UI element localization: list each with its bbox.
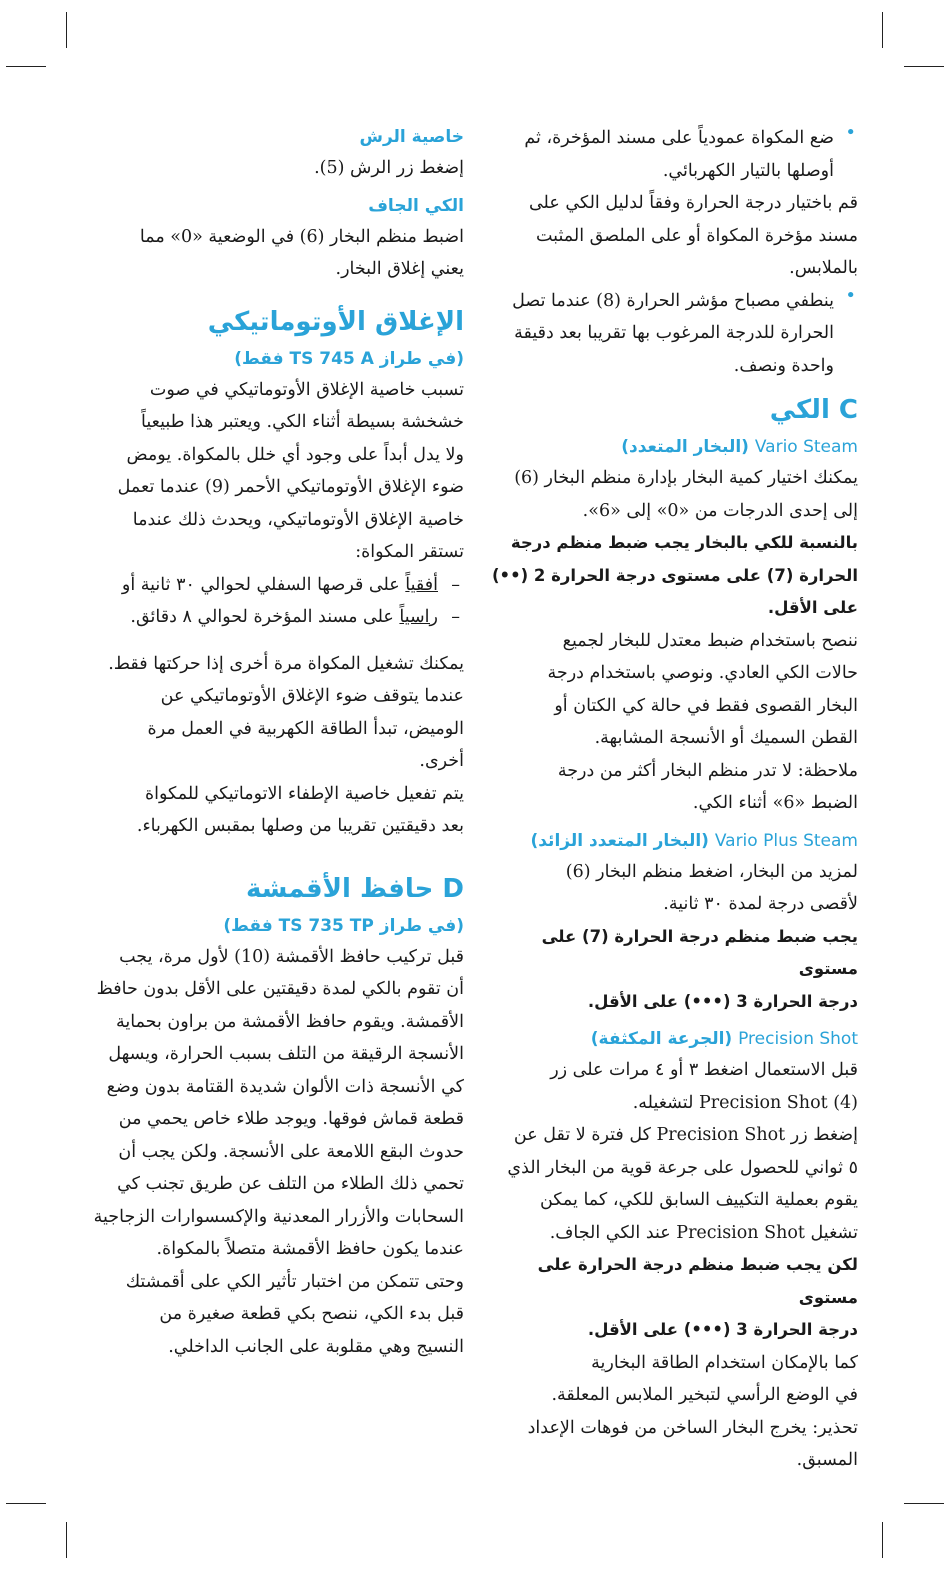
text-line: إلى إحدى الدرجات من «0» إلى «6».	[582, 500, 858, 521]
vario-plus-steam-heading: Vario Plus Steam (البخار المتعدد الزائد)	[530, 830, 858, 851]
crop-mark	[904, 66, 944, 67]
bold-line: الحرارة (7) على مستوى درجة الحرارة 2 (••)	[491, 565, 858, 585]
text-line: واحدة ونصف.	[733, 355, 834, 376]
text-line: تستقر المكواة:	[355, 542, 464, 562]
text-line: الوميض، تبدأ الطاقة الكهربية في العمل مرة	[147, 718, 464, 739]
spray-heading: خاصية الرش	[359, 127, 464, 147]
crop-mark	[6, 1503, 46, 1504]
vario-steam-heading: Vario Steam (البخار المتعدد)	[621, 437, 858, 457]
text-line: ولا يدل أبداً على وجود أي خلل بالمكواة. يومض	[126, 444, 464, 465]
text-line: يمكنك تشغيل المكواة مرة أخرى إذا حركتها فقط.	[108, 653, 464, 674]
text-line: Precision Shot (4) لتشغيله.	[632, 1092, 858, 1113]
text-line: الأقمشة. ويقوم حافظ الأقمشة من براون بحماية	[115, 1011, 464, 1032]
text-line: اضبط منظم البخار (6) في الوضعية «0» مما	[139, 226, 464, 247]
text-line: القطن السميك أو الأنسجة المشابهة.	[594, 728, 858, 748]
text-line: إضغط زر Precision Shot كل فترة لا تقل عن	[513, 1125, 858, 1145]
text-line: تحذير: يخرج البخار الساخن من فوهات الإعداد	[527, 1417, 858, 1438]
text-line: ينطفي مصباح مؤشر الحرارة (8) عندما تصل	[512, 290, 834, 311]
crop-mark	[882, 12, 883, 48]
bullet-item	[486, 122, 858, 187]
text-line: تسبب خاصية الإغلاق الأوتوماتيكي في صوت	[149, 379, 464, 400]
text-line: السحابات والأزرار المعدنية والإكسسوارات الزجاجية	[93, 1206, 464, 1227]
bold-line: درجة الحرارة 3 (•••) على الأقل.	[587, 1320, 858, 1339]
text-line: كي الأنسجة ذات الألوان شديدة القتامة بدون وضع	[106, 1076, 464, 1097]
crop-mark	[66, 12, 67, 48]
text-line: يعني إغلاق البخار.	[335, 259, 464, 279]
text-line: ضوء الإغلاق الأوتوماتيكي الأحمر (9) عندما تعمل	[117, 477, 464, 497]
text-line: إضغط زر الرش (5).	[314, 158, 464, 178]
text-line: كما بالإمكان استخدام الطاقة البخارية	[591, 1352, 858, 1373]
text-line: قبل الاستعمال اضغط ٣ أو ٤ مرات على زر	[550, 1060, 858, 1080]
text-line: يمكنك اختيار كمية البخار بإدارة منظم البخار (6)	[514, 468, 858, 488]
bold-line: بالنسبة للكي بالبخار يجب ضبط منظم درجة	[510, 533, 858, 552]
bold-line: يجب ضبط منظم درجة الحرارة (7) على مستوى	[541, 926, 858, 978]
text-line: خاصية الإغلاق الأوتوماتيكي، ويحدث ذلك عندما	[132, 509, 464, 530]
text-line: حدوث البقع اللامعة على الأنسجة. ولكن يجب أن	[118, 1141, 464, 1162]
text-line: يقوم بعملية التكييف السابق للكي، كما يمكن	[539, 1190, 858, 1210]
bullet-icon: •	[845, 284, 856, 306]
dry-ironing-heading: الكي الجاف	[368, 195, 464, 216]
text-line: مسند مؤخرة المكواة أو على الملصق المثبت	[536, 225, 858, 246]
text-line: النسيج وهي مقلوبة على الجانب الداخلي.	[168, 1336, 464, 1357]
text-line: المسبق.	[796, 1450, 858, 1470]
text-line: قم باختيار درجة الحرارة وفقاً لدليل الكي على	[528, 193, 858, 213]
text-line: تحمي ذلك الطلاء من التلف عن طريق تجنب كي	[117, 1174, 464, 1194]
crop-mark	[904, 1503, 944, 1504]
text-line: أن تقوم بالكي لمدة دقيقتين على الأقل بدون حافظ	[96, 979, 464, 999]
text-line: بالملابس.	[789, 258, 858, 278]
right-column	[486, 122, 858, 1477]
bold-line: على الأقل.	[767, 598, 858, 617]
text-line: أخرى.	[419, 751, 464, 771]
text-line: ضع المكواة عمودياً على مسند المؤخرة، ثم	[524, 128, 834, 148]
auto-shutoff-title: الإغلاق الأوتوماتيكي	[207, 306, 464, 337]
crop-mark	[882, 1522, 883, 1558]
text-line: الضبط «6» أثناء الكي.	[692, 793, 858, 813]
crop-mark	[66, 1522, 67, 1558]
section-title-d: D حافظ الأقمشة	[245, 873, 464, 904]
text-line: لمزيد من البخار، اضغط منظم البخار (6)	[565, 861, 858, 882]
text-line: ننصح باستخدام ضبط معتدل للبخار لجميع	[562, 630, 858, 651]
section-title-c: C الكي	[769, 395, 858, 425]
bold-line: درجة الحرارة 3 (•••) على الأقل.	[587, 991, 858, 1011]
text-line: أوصلها بالتيار الكهربائي.	[662, 160, 834, 181]
text-line: وحتى تتمكن من اختبار تأثير الكي على أقمشتك	[125, 1271, 464, 1292]
dash-item: – أفقياً على قرصها السفلي لحوالي ٣٠ ثانية أو	[121, 574, 460, 595]
text-line: البخار القصوى فقط في حالة كي الكتان أو	[554, 695, 858, 716]
text-line: في الوضع الرأسي لتبخير الملابس المعلقة.	[551, 1385, 858, 1405]
bold-line: لكن يجب ضبط منظم درجة الحرارة على مستوى	[537, 1255, 858, 1307]
text-line: ملاحظة: لا تدر منظم البخار أكثر من درجة	[557, 760, 858, 781]
bullet-icon: •	[845, 122, 856, 143]
bullet-item	[486, 285, 858, 383]
text-line: الحرارة للدرجة المرغوب بها تقريبا بعد دقيقة	[514, 323, 834, 343]
text-line: حالات الكي العادي. ونوصي باستخدام درجة	[547, 663, 858, 683]
model-note: (في طراز TS 745 A فقط)	[234, 348, 464, 369]
left-column	[92, 122, 464, 1363]
text-line: تشغيل Precision Shot عند الكي الجاف.	[549, 1222, 858, 1243]
text-line: قبل بدء الكي، ننصح بكي قطعة صغيرة من	[159, 1304, 464, 1324]
text-line: قطعة قماش فوقها. ويوجد طلاء خاص يحمي من	[118, 1109, 464, 1129]
text-line: خشخشة بسيطة أثناء الكي. ويعتبر هذا طبيعياً	[141, 412, 464, 432]
crop-mark	[6, 66, 46, 67]
text-line: عندما يكون حافظ الأقمشة متصلاً بالمكواة.	[156, 1239, 464, 1259]
precision-shot-heading: Precision Shot (الجرعة المكثفة)	[590, 1029, 858, 1049]
text-line: يتم تفعيل خاصية الإطفاء الاتوماتيكي للمكواة	[144, 783, 464, 804]
model-note: (في طراز TS 735 TP فقط)	[223, 915, 464, 936]
text-line: بعد دقيقتين تقريبا من وصلها بمقبس الكهرباء.	[136, 816, 464, 836]
dash-item: – راسياً على مسند المؤخرة لحوالي ٨ دقائق.	[130, 607, 460, 627]
text-line: عندما يتوقف ضوء الإغلاق الأوتوماتيكي عن	[160, 686, 464, 706]
text-line: قبل تركيب حافظ الأقمشة (10) لأول مرة، يجب	[119, 946, 464, 967]
text-line: لأقصى درجة لمدة ٣٠ ثانية.	[663, 894, 858, 914]
text-line: ٥ ثواني للحصول على جرعة قوية من البخار الذي	[507, 1157, 858, 1178]
text-line: الأنسجة الرقيقة من التلف بسبب الحرارة، ويسهل	[108, 1044, 464, 1064]
